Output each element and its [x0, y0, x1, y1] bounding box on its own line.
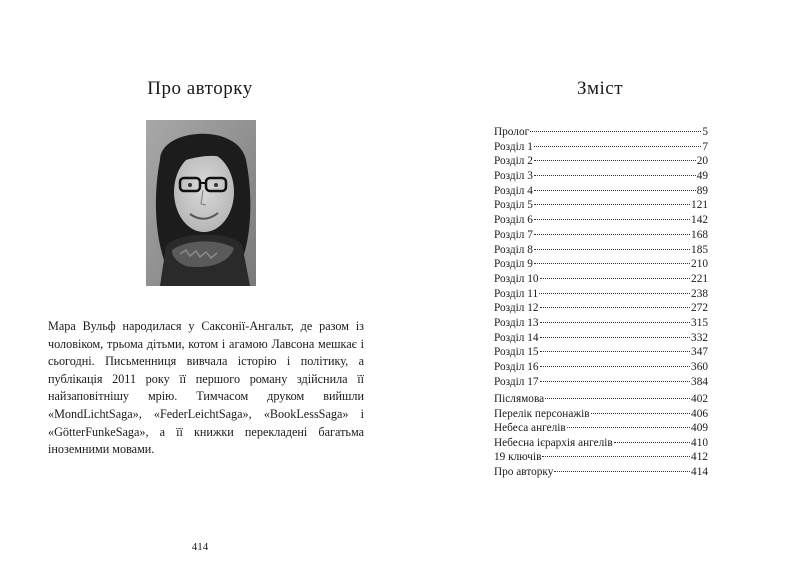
page-number: 414	[191, 541, 209, 553]
toc-dot-leader	[539, 292, 690, 294]
toc-entry-page: 409	[691, 422, 708, 435]
toc-entry-page: 414	[691, 465, 708, 478]
toc-entry-title: Розділ 10	[494, 272, 539, 285]
toc-entry-page: 412	[691, 451, 708, 464]
toc-entry	[494, 169, 708, 184]
toc-entry	[494, 184, 708, 199]
toc-dot-leader	[534, 203, 690, 205]
toc-entry-page: 121	[691, 199, 708, 212]
toc-entry	[494, 331, 708, 346]
toc-entry-title: Розділ 3	[494, 170, 533, 183]
toc-dot-leader	[540, 365, 690, 367]
toc-entry	[494, 345, 708, 360]
toc-entry-title: Перелік персонажів	[494, 407, 590, 420]
contents-heading: Зміст	[576, 78, 624, 99]
toc-dot-leader	[534, 218, 690, 220]
toc-entry	[494, 375, 708, 390]
toc-dot-leader	[542, 455, 690, 457]
toc-entry-title: Розділ 14	[494, 331, 539, 344]
toc-extra-list	[494, 392, 708, 480]
toc-entry-title: Пролог	[494, 126, 530, 138]
toc-main-list	[494, 125, 708, 389]
author-portrait-image	[146, 120, 256, 286]
toc-entry	[494, 287, 708, 302]
toc-entry	[494, 125, 708, 140]
toc-entry	[494, 154, 708, 169]
toc-entry-title: Розділ 5	[494, 199, 533, 212]
toc-dot-leader	[614, 441, 690, 443]
toc-entry	[494, 228, 708, 243]
toc-entry	[494, 198, 708, 213]
toc-entry-title: Розділ 15	[494, 346, 539, 359]
toc-entry-page: 406	[691, 407, 708, 420]
toc-entry	[494, 407, 708, 422]
toc-entry-page: 347	[691, 346, 708, 359]
toc-entry-page: 210	[691, 258, 708, 271]
author-portrait	[146, 120, 256, 286]
toc-entry	[494, 392, 708, 407]
toc-entry	[494, 421, 708, 436]
toc-dot-leader	[534, 159, 696, 161]
toc-dot-leader	[534, 189, 696, 191]
toc-entry	[494, 360, 708, 375]
toc-entry-page: 221	[691, 272, 708, 285]
toc-entry	[494, 257, 708, 272]
toc-entry-title: Небесна ієрархія ангелів	[494, 436, 613, 449]
toc-entry-page: 20	[696, 155, 708, 168]
toc-entry-page: 410	[691, 436, 708, 449]
toc-dot-leader	[591, 412, 690, 414]
toc-entry-page: 238	[691, 287, 708, 300]
toc-entry-page: 5	[702, 126, 708, 138]
toc-entry-page: 7	[702, 140, 708, 153]
toc-dot-leader	[534, 262, 690, 264]
toc-dot-leader	[540, 350, 690, 352]
toc-entry-title: Розділ 7	[494, 228, 533, 241]
toc-entry	[494, 316, 708, 331]
toc-entry-title: Розділ 4	[494, 184, 533, 197]
toc-entry-page: 315	[691, 316, 708, 329]
toc-entry	[494, 436, 708, 451]
toc-entry-title: Розділ 12	[494, 302, 539, 315]
toc-dot-leader	[540, 277, 690, 279]
toc-entry-title: Розділ 9	[494, 258, 533, 271]
toc-entry-page: 49	[696, 170, 708, 183]
about-author-heading: Про авторку	[147, 78, 253, 99]
toc-entry-title: Розділ 16	[494, 361, 539, 373]
toc-dot-leader	[540, 380, 690, 382]
toc-entry-page: 142	[691, 214, 708, 227]
toc-entry	[494, 450, 708, 465]
toc-entry	[494, 301, 708, 316]
toc-dot-leader	[534, 248, 690, 250]
toc-entry-page: 360	[691, 361, 708, 373]
toc-entry-title: Розділ 17	[494, 375, 539, 388]
toc-entry-title: Про авторку	[494, 465, 554, 478]
toc-entry-page: 168	[691, 228, 708, 241]
toc-dot-leader	[530, 130, 701, 132]
toc-entry	[494, 465, 708, 480]
toc-entry-title: Розділ 11	[494, 287, 539, 300]
toc-entry-title: Розділ 1	[494, 140, 533, 153]
toc-dot-leader	[540, 336, 690, 338]
toc-entry-page: 89	[696, 184, 708, 197]
toc-entry-page: 402	[691, 393, 708, 405]
toc-entry	[494, 213, 708, 228]
toc-entry-title: Розділ 2	[494, 155, 533, 168]
toc-entry-title: Розділ 8	[494, 243, 533, 256]
author-bio: Мара Вульф народилася у Саксонії-Ангальт, де разом із чоловіком, трьома дітьми, котом і агамою Лавсона мешкає і сьогодні. Письменниця вивчала історію і політику, а публікація 2011 року її першого роману здійснила її найзаповітнішу мрію. Тимчасом друком вийшли «MondLichtSaga», «FederLeichtSaga», «BookLessSaga» і «GötterFunkeSaga», а її книжки перекладені багатьма іноземними мовами.	[48, 319, 364, 457]
toc-entry	[494, 272, 708, 287]
toc-entry	[494, 140, 708, 155]
toc-dot-leader	[567, 426, 690, 428]
toc-dot-leader	[534, 145, 701, 147]
toc-entry-page: 272	[691, 302, 708, 315]
toc-dot-leader	[534, 174, 696, 176]
toc-dot-leader	[554, 470, 690, 472]
toc-entry-title: Розділ 13	[494, 316, 539, 329]
toc-dot-leader	[534, 233, 690, 235]
toc-entry-page: 384	[691, 375, 708, 388]
toc-entry-page: 185	[691, 243, 708, 256]
toc-dot-leader	[540, 306, 690, 308]
toc-dot-leader	[545, 397, 690, 399]
toc-entry-title: Розділ 6	[494, 214, 533, 227]
toc-entry-page: 332	[691, 331, 708, 344]
toc-entry-title: Післямова	[494, 393, 545, 405]
toc-dot-leader	[540, 321, 690, 323]
toc-entry-title: Небеса ангелів	[494, 422, 566, 435]
toc-entry-title: 19 ключів	[494, 451, 542, 464]
toc-entry	[494, 243, 708, 258]
